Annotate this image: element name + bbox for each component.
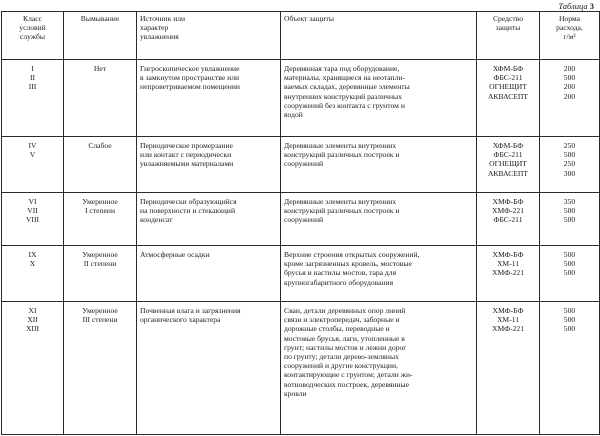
service-class-cell: VI VII VIII [2,193,64,246]
header-moisture-source: Источник или характер увлажнения [137,12,281,60]
protective-agent-cell: ХМФ-БФ ХМ-11 ХМФ-221 [477,246,540,302]
washing-out-cell: Умеренное III степени [64,302,137,435]
table-row [2,193,600,246]
washing-out-cell: Слабое [64,137,137,193]
moisture-source-cell: Атмосферные осадки [137,246,281,302]
protective-agent-cell: ХМФ-БФ ХМ-11 ХМФ-221 [477,302,540,435]
protective-agent-cell: ХФМ-БФ ФБС-211 ОГНЕЩИТ АКВАСЕПТ [477,60,540,137]
protective-agent-cell: ХМФ-БФ ХМФ-221 ФБС-211 [477,193,540,246]
service-class-cell: XI XII XIII [2,302,64,435]
table-caption [558,1,594,11]
header-consumption-rate: Норма расхода, г/м² [540,12,600,60]
protected-object-cell: Деревянные элементы внутренних конструкций различных построек и сооружений [281,137,477,193]
protected-object-cell: Деревянная тара под оборудование, материалы, хранящиеся на неотапли- ваемых складах, деревянные элементы внутренних конструкций различных сооружений без контакта с грунтом и водой [281,60,477,137]
moisture-source-cell: Периодическое промерзание или контакт с периодически увлажняемыми материалами [137,137,281,193]
caption-number: 3 [589,1,594,11]
header-protected-object: Объект защиты [281,12,477,60]
protected-object-cell: Сваи, детали деревянных опор линий связи и электропередач, заборные и дорожные столбы, переводные и мостовые брусья, лаги, утопленные в грунт; настилы мостов и лежни дорог по грунту; детали дерево-земляных сооружений и другие конструкции, контактирующие с грунтом; детали жи- вотноводческих построек, деревянные кровли [281,302,477,435]
consumption-rate-cell: 500 500 500 [540,302,600,435]
protection-table [1,11,600,435]
header-washing-out: Вымывание [64,12,137,60]
washing-out-cell: Умеренное II степени [64,246,137,302]
protected-object-cell: Верхние строения открытых сооружений, кроме загрязненных кровель, мостовые брусья и настилы мостов, тара для крупногабаритного оборудования [281,246,477,302]
consumption-rate-cell: 500 500 500 [540,246,600,302]
table-row [2,246,600,302]
table-row [2,302,600,435]
consumption-rate-cell: 350 500 500 [540,193,600,246]
consumption-rate-cell: 200 500 200 200 [540,60,600,137]
protective-agent-cell: ХФМ-БФ ФБС-211 ОГНЕЩИТ АКВАСЕПТ [477,137,540,193]
washing-out-cell: Умеренное I степени [64,193,137,246]
moisture-source-cell: Почвенная влага и загрязнения органического характера [137,302,281,435]
service-class-cell: I II III [2,60,64,137]
table-row [2,60,600,137]
moisture-source-cell: Гигроскопическое увлажнение в замкнутом пространстве или непроветриваемом помещении [137,60,281,137]
service-class-cell: IV V [2,137,64,193]
caption-label: Таблица [558,1,588,11]
table-row [2,137,600,193]
protected-object-cell: Деревянные элементы внутренних конструкций различных построек и сооружений [281,193,477,246]
service-class-cell: IX X [2,246,64,302]
consumption-rate-cell: 250 500 250 300 [540,137,600,193]
washing-out-cell: Нет [64,60,137,137]
moisture-source-cell: Периодически образующийся на поверхности и стекающий конденсат [137,193,281,246]
header-service-class: Класс условий службы [2,12,64,60]
header-row [2,12,600,60]
header-protective-agent: Средство защиты [477,12,540,60]
